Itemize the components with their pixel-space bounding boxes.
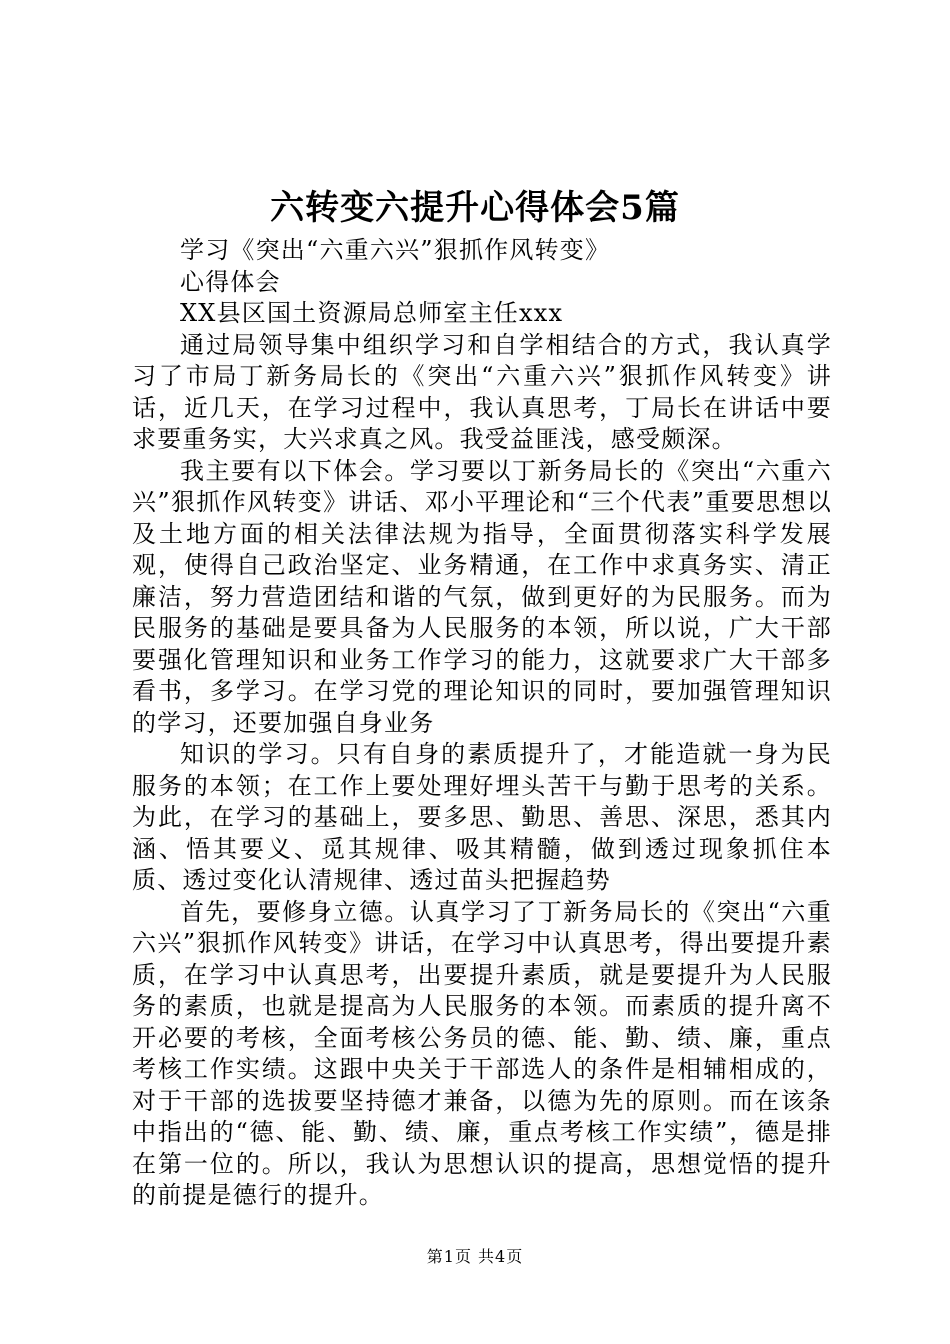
subtitle-line-1: 学习《突出“六重六兴”狠抓作风转变》 bbox=[180, 236, 611, 264]
paragraph-4: 首先，要修身立德。认真学习了丁新务局长的《突出“六重六兴”狠抓作风转变》讲话，在学习中认真思考，得出要提升素质，在学习中认真思考，出要提升素质，就是要提升为人民服务的素质，也就是提高为人民服务的本领。而素质的提升离不开必要的考核，全面考核公务员的德、能、勤、绩、廉，重点考核工作实绩。这跟中央关于干部选人的条件是相辅相成的，对于干部的选拔要坚持德才兼备，以德为先的原则。而在该条中指出的“德、能、勤、绩、廉，重点考核工作实绩”，德是排在第一位的。所以，我认为思想认识的提高，思想觉悟的提升的前提是德行的提升。 bbox=[132, 897, 832, 1209]
paragraph-2: 我主要有以下体会。学习要以丁新务局长的《突出“六重六兴”狠抓作风转变》讲话、邓小平理论和“三个代表”重要思想以及土地方面的相关法律法规为指导，全面贯彻落实科学发展观，使得自己政治坚定、业务精通，在工作中求真务实、清正廉洁，努力营造团结和谐的气氛，做到更好的为民服务。而为民服务的基础是要具备为人民服务的本领，所以说，广大干部要强化管理知识和业务工作学习的能力，这就要求广大干部多看书，多学习。在学习党的理论知识的同时，要加强管理知识的学习，还要加强自身业务 bbox=[132, 456, 832, 737]
page-footer: 第1页 共4页 bbox=[426, 1247, 524, 1266]
subtitle-line-2: 心得体会 bbox=[180, 267, 281, 296]
author-line: XX县区国土资源局总师室主任xxx bbox=[180, 299, 564, 327]
document-body bbox=[132, 235, 832, 1212]
paragraph-1: 通过局领导集中组织学习和自学相结合的方式，我认真学习了市局丁新务局长的《突出“六重六兴”狠抓作风转变》讲话，近几天，在学习过程中，我认真思考，丁局长在讲话中要求要重务实，大兴求真之风。我受益匪浅，感受颇深。 bbox=[132, 330, 832, 453]
paragraph-3: 知识的学习。只有自身的素质提升了，才能造就一身为民服务的本领；在工作上要处理好埋头苦干与勤于思考的关系。为此，在学习的基础上，要多思、勤思、善思、深思，悉其内涵、悟其要义、觅其规律、吸其精髓，做到透过现象抓住本质、透过变化认清规律、透过苗头把握趋势 bbox=[132, 740, 832, 894]
document-title: 六转变六提升心得体会5篇 bbox=[270, 188, 680, 228]
